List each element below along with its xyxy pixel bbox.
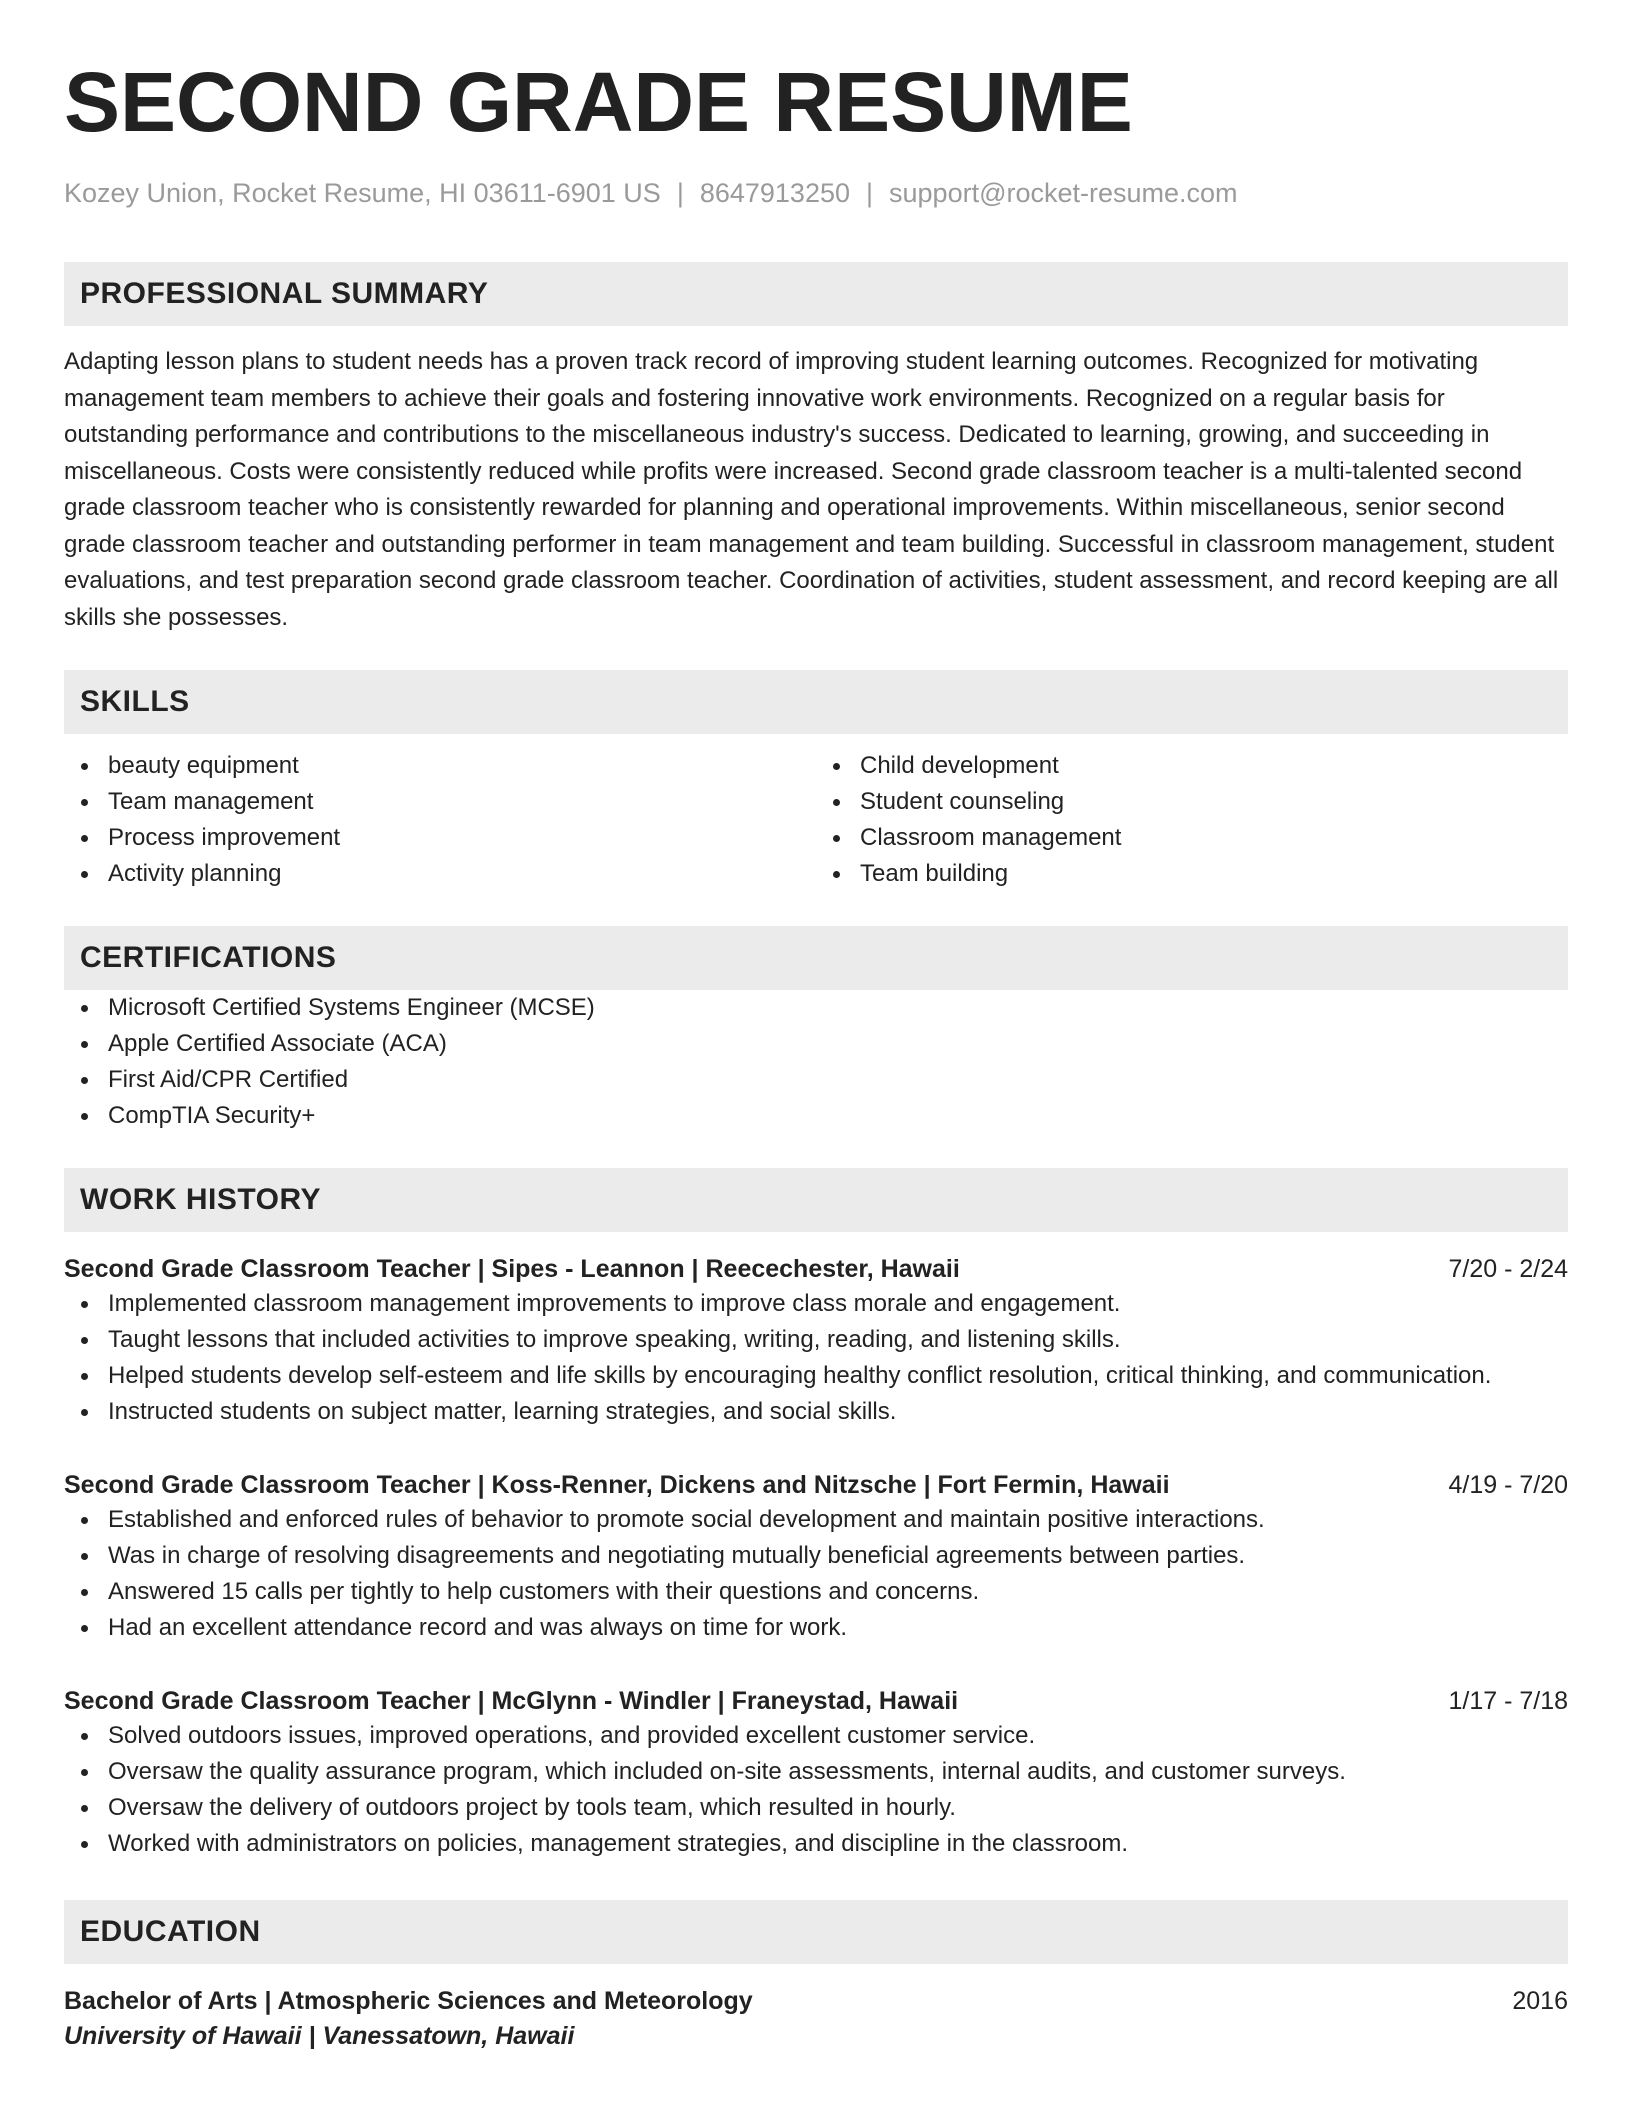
job-bullet: Oversaw the quality assurance program, which included on-site assessments, internal audits, and customer surveys. (64, 1754, 1568, 1790)
contact-separator: | (866, 178, 874, 208)
job-dates: 4/19 - 7/20 (1448, 1471, 1568, 1499)
summary-text: Adapting lesson plans to student needs has a proven track record of improving student learning outcomes. Recognized for motivating management team members to achieve their goals and fostering innovative work environments. Recognized on a regular basis for outstanding performance and contributions to the miscellaneous industry's success. Dedicated to learning, growing, and succeeding in miscellaneous. Costs were consistently reduced while profits were increased. Second grade classroom teacher is a multi-talented second grade classroom teacher who is consistently rewarded for planning and operational improvements. Within miscellaneous, senior second grade classroom teacher and outstanding performer in team management and team building. Successful in classroom management, student evaluations, and test preparation second grade classroom teacher. Coordination of activities, student assessment, and record keeping are all skills she possesses. (64, 348, 1559, 631)
skills-column-right (816, 748, 1568, 892)
skill-item: Team building (816, 856, 1568, 892)
skill-item: Activity planning (64, 856, 816, 892)
skills-grid (64, 748, 1568, 892)
job-bullet: Was in charge of resolving disagreements and negotiating mutually beneficial agreements between parties. (64, 1538, 1568, 1574)
skill-item: Student counseling (816, 784, 1568, 820)
contact-address: Kozey Union, Rocket Resume, HI 03611-6901 US (64, 178, 661, 208)
job-bullet: Helped students develop self-esteem and life skills by encouraging healthy conflict resolution, critical thinking, and communication. (64, 1358, 1568, 1394)
job-dates: 7/20 - 2/24 (1448, 1255, 1568, 1283)
job-bullet: Established and enforced rules of behavior to promote social development and maintain positive interactions. (64, 1502, 1568, 1538)
skill-item: Classroom management (816, 820, 1568, 856)
skills-column-left (64, 748, 816, 892)
education-school: University of Hawaii | Vanessatown, Hawaii (64, 2022, 575, 2050)
certification-item: Apple Certified Associate (ACA) (64, 1026, 1568, 1062)
job-title: Second Grade Classroom Teacher | McGlynn - Windler | Franeystad, Hawaii (64, 1687, 959, 1715)
job-bullet: Taught lessons that included activities to improve speaking, writing, reading, and listening skills. (64, 1322, 1568, 1358)
skill-item: beauty equipment (64, 748, 816, 784)
job-entry (64, 1684, 1568, 1862)
job-bullet-list (64, 1718, 1568, 1862)
education-entry (64, 1984, 1568, 2054)
job-entry (64, 1252, 1568, 1430)
skill-item: Process improvement (64, 820, 816, 856)
job-bullet: Solved outdoors issues, improved operations, and provided excellent customer service. (64, 1718, 1568, 1754)
skill-item: Team management (64, 784, 816, 820)
contact-email[interactable]: support@rocket-resume.com (889, 178, 1238, 208)
certification-item: First Aid/CPR Certified (64, 1062, 1568, 1098)
contact-separator: | (676, 178, 684, 208)
job-bullet: Had an excellent attendance record and was always on time for work. (64, 1610, 1568, 1646)
section-header-education: EDUCATION (64, 1900, 1568, 1964)
job-bullet-list (64, 1286, 1568, 1430)
contact-line (64, 176, 1568, 210)
certifications-list (64, 990, 1568, 1134)
certification-item: Microsoft Certified Systems Engineer (MCSE) (64, 990, 1568, 1026)
job-dates: 1/17 - 7/18 (1448, 1687, 1568, 1715)
education-degree: Bachelor of Arts | Atmospheric Sciences and Meteorology (64, 1987, 753, 2015)
education-year: 2016 (1512, 1987, 1568, 2015)
job-bullet: Answered 15 calls per tightly to help customers with their questions and concerns. (64, 1574, 1568, 1610)
job-entry (64, 1468, 1568, 1646)
section-header-certifications: CERTIFICATIONS (64, 926, 1568, 990)
job-title: Second Grade Classroom Teacher | Koss-Renner, Dickens and Nitzsche | Fort Fermin, Hawaii (64, 1471, 1170, 1499)
section-header-work-history: WORK HISTORY (64, 1168, 1568, 1232)
certification-item: CompTIA Security+ (64, 1098, 1568, 1134)
job-bullet: Worked with administrators on policies, management strategies, and discipline in the classroom. (64, 1826, 1568, 1862)
job-bullet: Instructed students on subject matter, learning strategies, and social skills. (64, 1394, 1568, 1430)
job-bullet: Implemented classroom management improvements to improve class morale and engagement. (64, 1286, 1568, 1322)
job-bullet: Oversaw the delivery of outdoors project by tools team, which resulted in hourly. (64, 1790, 1568, 1826)
section-header-summary: PROFESSIONAL SUMMARY (64, 262, 1568, 326)
skill-item: Child development (816, 748, 1568, 784)
contact-phone[interactable]: 8647913250 (699, 178, 850, 208)
section-header-skills: SKILLS (64, 670, 1568, 734)
resume-name: SECOND GRADE RESUME (64, 55, 1133, 149)
job-bullet-list (64, 1502, 1568, 1646)
job-title: Second Grade Classroom Teacher | Sipes - Leannon | Reecechester, Hawaii (64, 1255, 960, 1283)
